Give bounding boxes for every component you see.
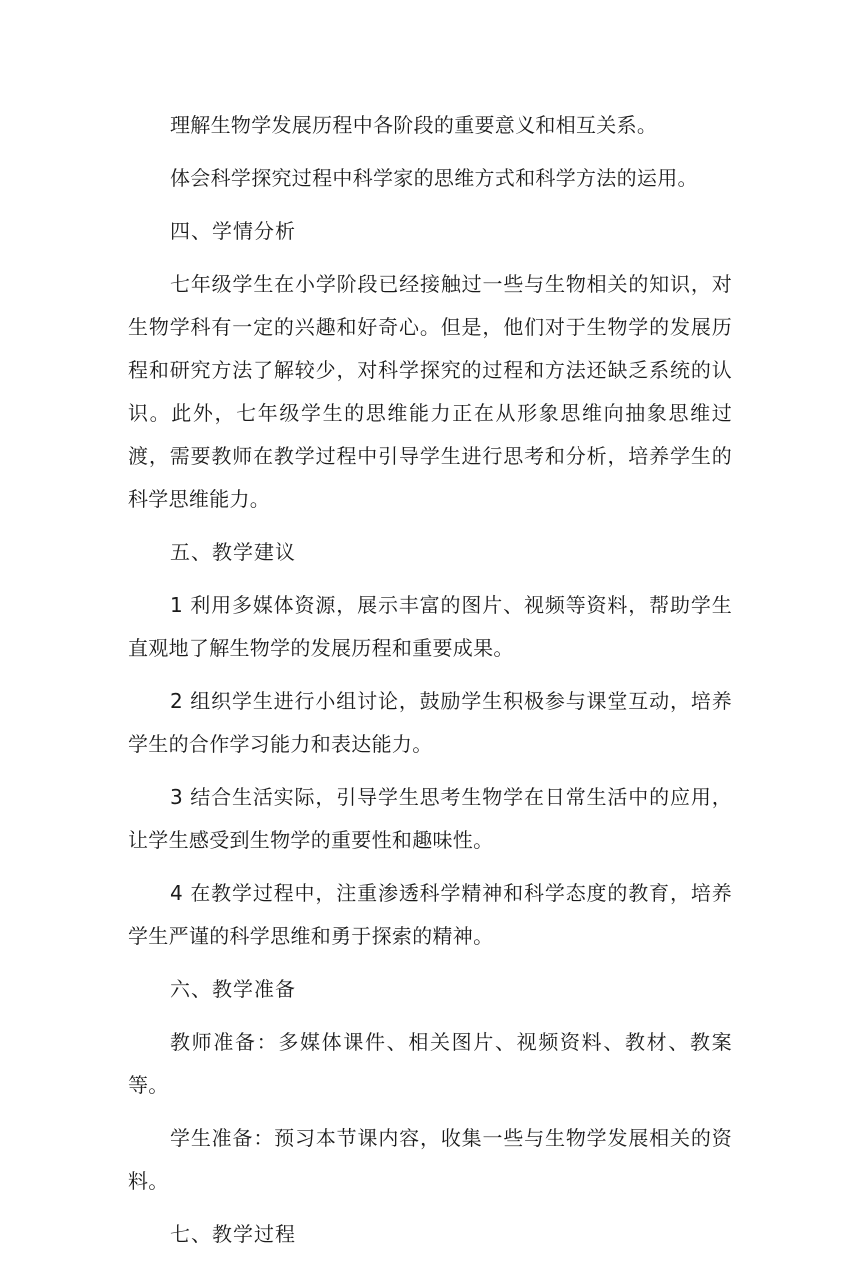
- objective-paragraph: 理解生物学发展历程中各阶段的重要意义和相互关系。: [170, 113, 658, 137]
- document-body: [128, 104, 732, 1266]
- suggestion-item: 3 结合生活实际，引导学生思考生物学在日常生活中的应用，让学生感受到生物学的重要性和趣味性。: [128, 785, 732, 852]
- section-heading-teaching-process: 七、教学过程: [170, 1222, 296, 1246]
- student-analysis-paragraph: 七年级学生在小学阶段已经接触过一些与生物相关的知识，对生物学科有一定的兴趣和好奇心。但是，他们对于生物学的发展历程和研究方法了解较少，对科学探究的过程和方法还缺乏系统的认识。此外，七年级学生的思维能力正在从形象思维向抽象思维过渡，需要教师在教学过程中引导学生进行思考和分析，培养学生的科学思维能力。: [128, 272, 732, 511]
- suggestion-item: 2 组织学生进行小组讨论，鼓励学生积极参与课堂互动，培养学生的合作学习能力和表达能力。: [128, 689, 732, 756]
- section-heading-teaching-suggestions: 五、教学建议: [170, 540, 296, 564]
- preparation-paragraph: 教师准备：多媒体课件、相关图片、视频资料、教材、教案等。: [128, 1030, 732, 1097]
- objective-paragraph: 体会科学探究过程中科学家的思维方式和科学方法的运用。: [170, 166, 698, 190]
- suggestion-item: 4 在教学过程中，注重渗透科学精神和科学态度的教育，培养学生严谨的科学思维和勇于探索的精神。: [128, 881, 732, 948]
- section-heading-student-analysis: 四、学情分析: [170, 219, 296, 243]
- suggestion-item: 1 利用多媒体资源，展示丰富的图片、视频等资料，帮助学生直观地了解生物学的发展历程和重要成果。: [128, 593, 732, 660]
- preparation-paragraph: 学生准备：预习本节课内容，收集一些与生物学发展相关的资料。: [128, 1126, 732, 1193]
- section-heading-preparation: 六、教学准备: [170, 977, 296, 1001]
